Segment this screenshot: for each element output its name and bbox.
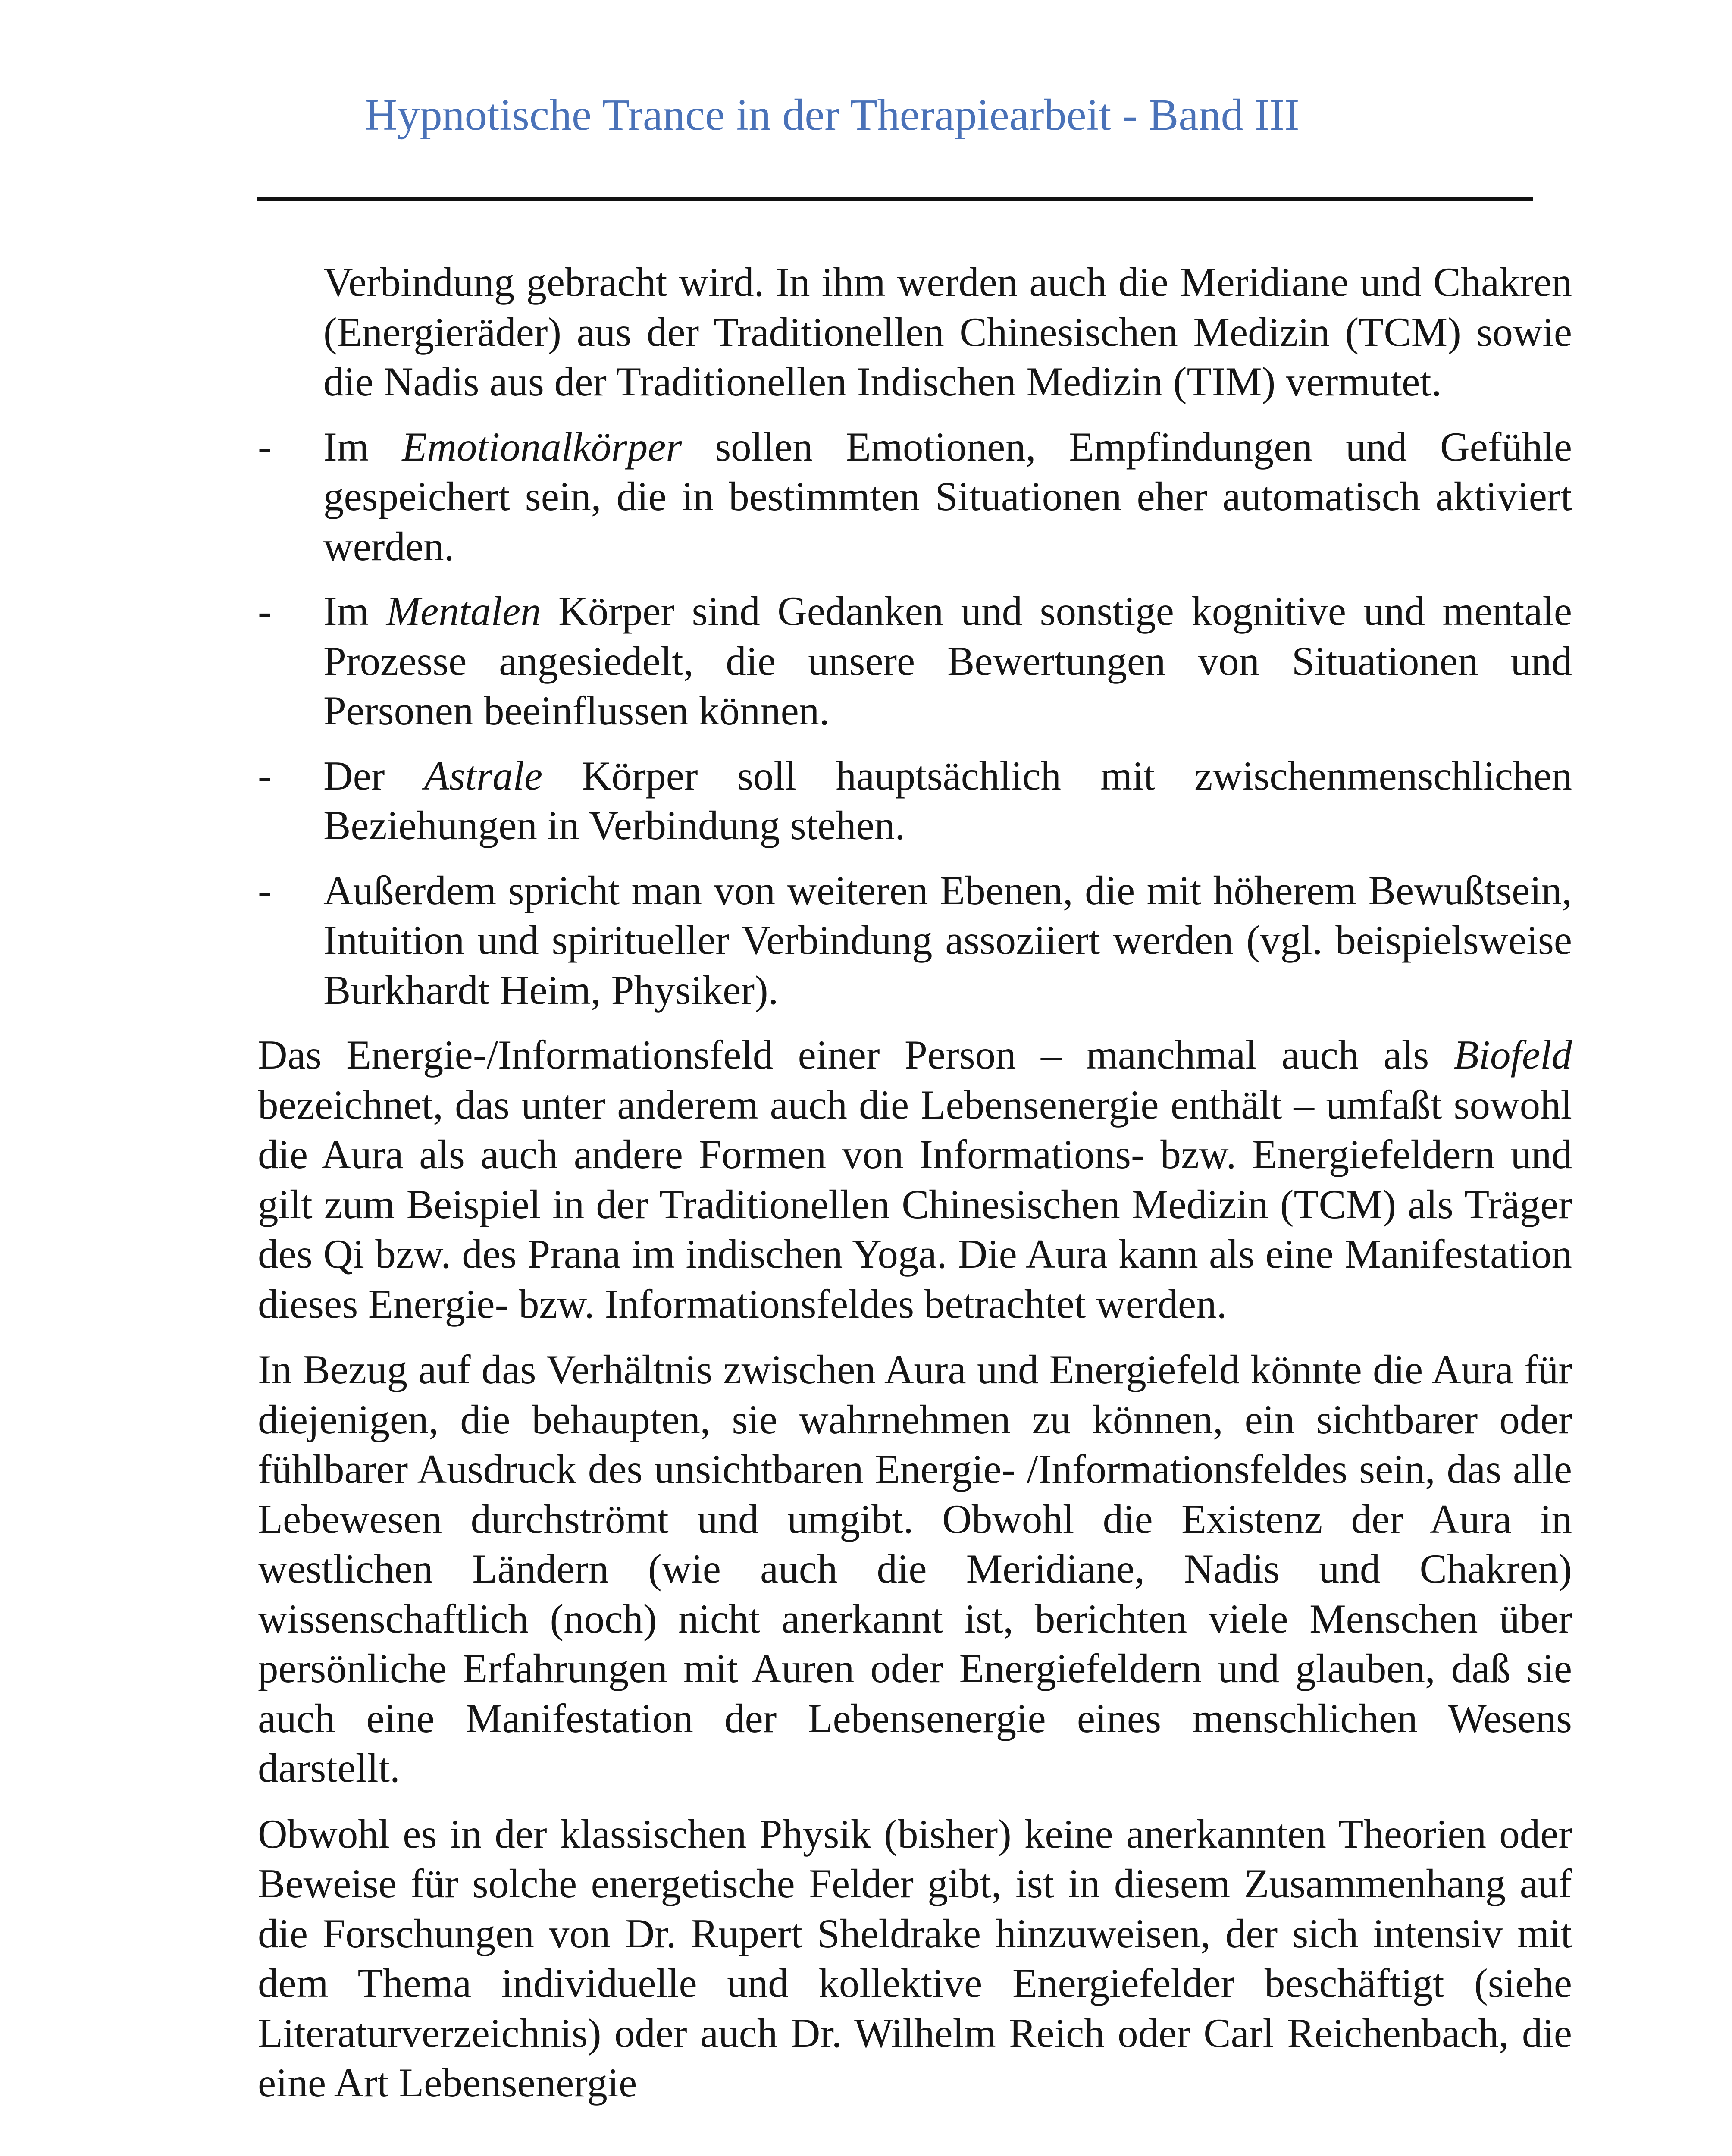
bullet-dash: - bbox=[258, 588, 272, 634]
bullet-text-lead: Außerdem spricht man von weiteren Ebenen, die mit höherem Bewußtsein, Intuition und spiritueller Verbindung assoziiert werden (vgl. beispielsweise Burkhardt Heim, Physiker). bbox=[323, 867, 1572, 1013]
paragraph-aura-relation: In Bezug auf das Verhältnis zwischen Aura und Energiefeld könnte die Aura für diejenigen, die behaupten, sie wahrnehmen zu können, ein sichtbarer oder fühlbarer Ausdruck des unsichtbaren Energie- /Informationsfeldes sein, das alle Lebewesen durchströmt und umgibt. Obwohl die Existenz der Aura in westlichen Ländern (wie auch die Meridiane, Nadis und Chakren) wissenschaftlich (noch) nicht anerkannt ist, berichten viele Menschen über persönliche Erfahrungen mit Auren oder Energiefeldern und glauben, daß sie auch eine Manifestation der Lebensenergie eines menschlichen Wesens darstellt. bbox=[258, 1347, 1572, 1791]
paragraph-energy-field bbox=[258, 1030, 1572, 1329]
emphasized-term: Astrale bbox=[424, 752, 543, 799]
page-body bbox=[258, 257, 1572, 2124]
running-header-title: Hypnotische Trance in der Therapiearbeit - Band III bbox=[365, 90, 1300, 140]
paragraph-physics-research: Obwohl es in der klassischen Physik (bisher) keine anerkannten Theorien oder Beweise für solche energetische Felder gibt, ist in diesem Zusammenhang auf die Forschungen von Dr. Rupert Sheldrake hinzuweisen, der sich intensiv mit dem Thema individuelle und kollektive Energiefelder beschäftigt (siehe Literaturverzeichnis) oder auch Dr. Wilhelm Reich oder Carl Reichenbach, die eine Art Lebensenergie bbox=[258, 1811, 1572, 2106]
continuation-paragraph: Verbindung gebracht wird. In ihm werden auch die Meridiane und Chakren (Energieräder) aus der Traditionellen Chinesischen Medizin (TCM) sowie die Nadis aus der Traditionellen Indischen Medizin (TIM) vermutet. bbox=[323, 259, 1572, 404]
bullet-item-further-levels bbox=[258, 866, 1572, 1015]
emphasized-term: Emotionalkörper bbox=[402, 423, 682, 470]
bullet-text-rest: Körper soll hauptsächlich mit zwischenmenschlichen Beziehungen in Verbindung stehen. bbox=[323, 752, 1572, 848]
paragraph-text-rest: bezeichnet, das unter anderem auch die Lebensenergie enthält – umfaßt sowohl die Aura als auch andere Formen von Informations- bzw. Energiefeldern und gilt zum Beispiel in der Traditionellen Chinesischen Medizin (TCM) als Träger des Qi bzw. des Prana im indischen Yoga. Die Aura kann als eine Manifestation dieses Energie- bzw. Informationsfeldes betrachtet werden. bbox=[258, 1081, 1572, 1327]
bullet-text-lead: Der bbox=[323, 752, 424, 799]
bullet-dash: - bbox=[258, 423, 272, 470]
bullet-text-rest: sollen Emotionen, Empfindungen und Gefühle gespeichert sein, die in bestimmten Situationen eher automatisch aktiviert werden. bbox=[323, 423, 1572, 569]
emphasized-term: Mentalen bbox=[386, 588, 541, 634]
bullet-text-rest: Körper sind Gedanken und sonstige kognitive und mentale Prozesse angesiedelt, die unsere Bewertungen von Situationen und Personen beeinflussen können. bbox=[323, 588, 1572, 733]
bullet-dash: - bbox=[258, 867, 272, 913]
bullet-text-lead: Im bbox=[323, 588, 386, 634]
paragraph-text-lead: Das Energie-/Informationsfeld einer Person – manchmal auch als bbox=[258, 1032, 1454, 1078]
bullet-item-emotional-body bbox=[258, 422, 1572, 572]
bullet-dash: - bbox=[258, 752, 272, 799]
bullet-item-mental-body bbox=[258, 586, 1572, 736]
bullet-item-astral-body bbox=[258, 751, 1572, 851]
header-divider bbox=[257, 197, 1533, 201]
bullet-text-lead: Im bbox=[323, 423, 402, 470]
emphasized-term: Biofeld bbox=[1453, 1032, 1572, 1078]
